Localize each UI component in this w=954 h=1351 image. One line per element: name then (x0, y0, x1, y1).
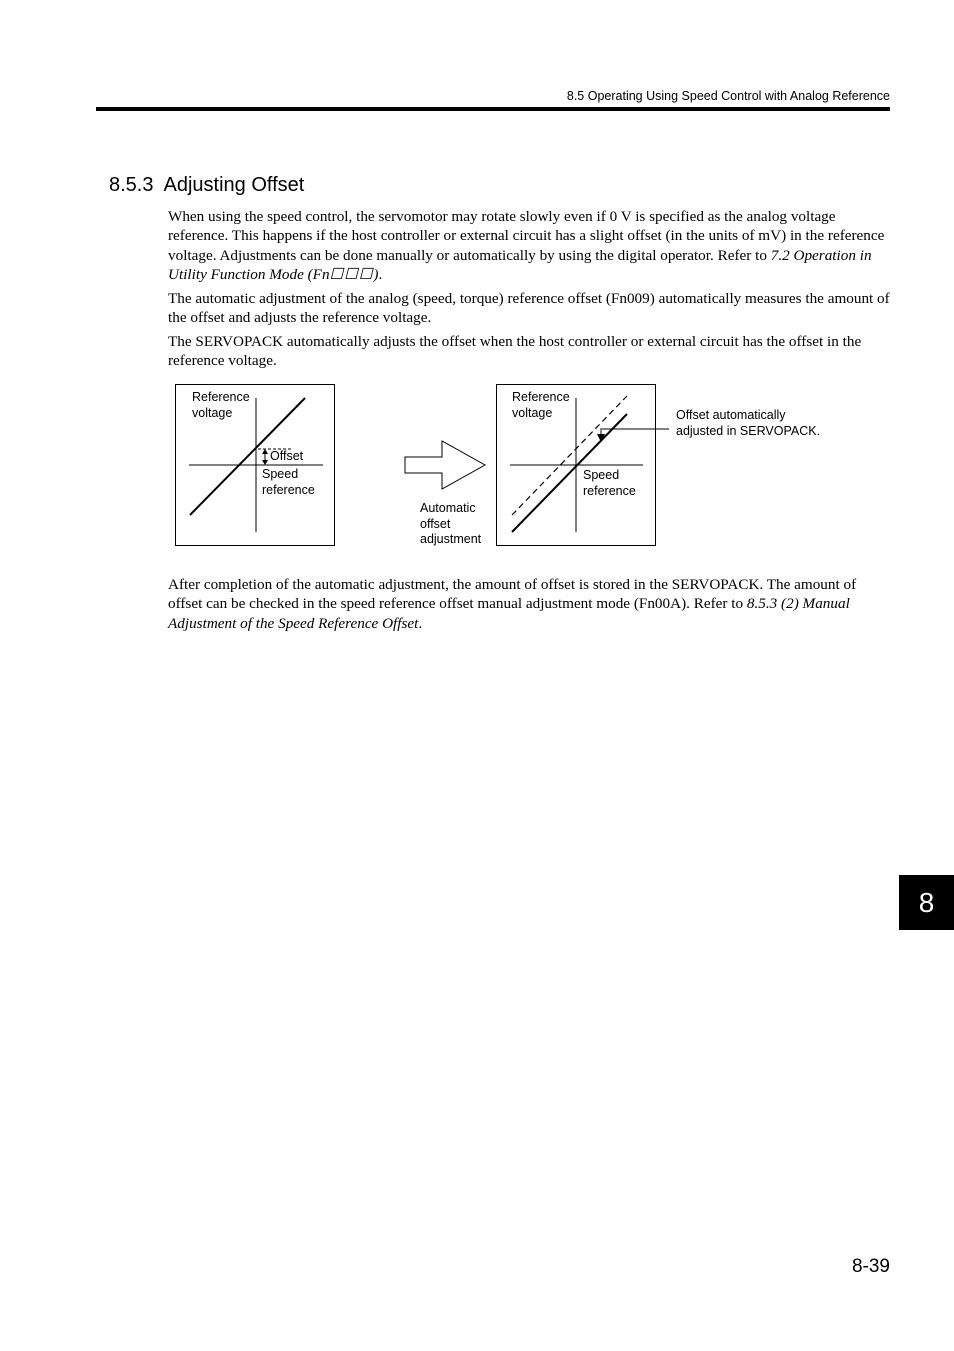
right-y-label: Reference voltage (512, 390, 570, 420)
left-x-label: Speed reference (262, 467, 315, 497)
offset-label: Offset (270, 449, 304, 463)
section-number: 8.5.3 (109, 174, 154, 196)
paragraph-completion: After completion of the automatic adjustment, the amount of offset is stored in the SERVOPACK. The amount of offset can be checked in the speed reference offset manual adjustment mode (Fn00A). Refer to 8.5.3 (2) Manual Adjustment of the Speed Reference Offset. (168, 576, 857, 632)
paragraph-intro-text: When using the speed control, the servomotor may rotate slowly even if 0 V is specified as the analog voltage reference. This happens if the host controller or external circuit has a slight offset (in the units of mV) in the reference voltage. Adjustments can be done manually or automatically by using the digital operator. Refer to (168, 208, 885, 264)
offset-arrow-up (262, 449, 268, 454)
section-heading: Adjusting Offset (163, 174, 305, 196)
paragraph-completion-text: After completion of the automatic adjustment, the amount of offset is stored in the SERVOPACK. The amount of offset can be checked in the speed reference offset manual adjustment mode (Fn00A). Refer to (168, 576, 857, 613)
right-x-label: Speed reference (583, 468, 636, 498)
left-y-label: Reference voltage (192, 390, 250, 420)
page-number: 8-39 (851, 1256, 890, 1277)
section-title (109, 174, 304, 197)
running-header: 8.5 Operating Using Speed Control with Analog Reference (566, 89, 890, 103)
reference-link-manual-adjustment[interactable]: 8.5.3 (2) Manual Adjustment of the Speed Reference Offset (168, 595, 850, 632)
block-arrow-icon (405, 441, 485, 489)
paragraph-intro: When using the speed control, the servomotor may rotate slowly even if 0 V is specified as the analog voltage reference. This happens if the host controller or external circuit has a slight offset (in the units of mV) in the reference voltage. Adjustments can be done manually or automatically by using the digital operator. Refer to 7.2 Operation in Utility Function Mode (Fn☐☐☐). (168, 208, 885, 284)
paragraph-servopack: The SERVOPACK automatically adjusts the offset when the host controller or external circuit has the offset in the reference voltage. (168, 333, 862, 370)
offset-arrow-down (262, 460, 268, 465)
reference-link-utility-mode[interactable]: 7.2 Operation in Utility Function Mode (Fn☐☐☐) (168, 246, 872, 284)
offset-figure (174, 382, 834, 552)
header-rule (96, 107, 890, 111)
callout-label: Offset automatically adjusted in SERVOPACK. (676, 408, 821, 438)
paragraph-automatic-adjustment: The automatic adjustment of the analog (speed, torque) reference offset (Fn009) automatically measures the amount of the offset and adjusts the reference voltage. (168, 290, 890, 327)
placeholder-boxes: ☐☐☐ (329, 266, 374, 284)
chapter-tab: 8 (899, 875, 954, 930)
arrow-label: Automatic offset adjustment (420, 501, 482, 546)
